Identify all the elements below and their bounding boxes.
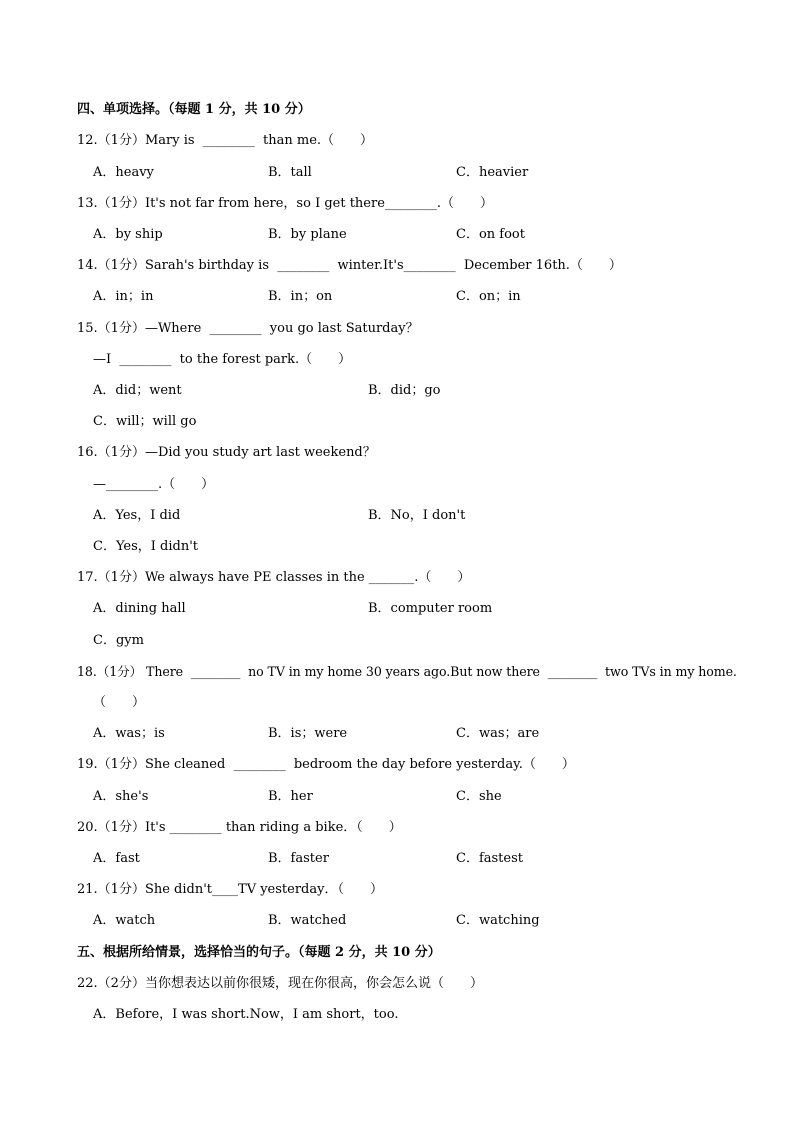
question-15-option-a[interactable]: A．did；went: [93, 383, 182, 398]
question-22-option-a[interactable]: A．Before，I was short.Now，I am short，too.: [93, 1007, 399, 1022]
question-17-stem: 17.（1分）We always have PE classes in the _______.（ ）: [77, 570, 471, 585]
question-16-stem: 16.（1分）—Did you study art last weekend？: [77, 445, 376, 460]
question-18-option-a[interactable]: A．was；is: [93, 726, 165, 741]
question-17-option-b[interactable]: B．computer room: [368, 601, 493, 616]
question-13-option-a[interactable]: A．by ship: [93, 227, 163, 242]
question-18-option-b[interactable]: B．is；were: [268, 726, 348, 741]
question-15-stem: 15.（1分）—Where ________ you go last Saturday？: [77, 321, 419, 336]
question-19-stem: 19.（1分）She cleaned ________ bedroom the day before yesterday.（ ）: [77, 757, 575, 772]
question-14-option-b[interactable]: B．in；on: [268, 289, 333, 304]
question-18-option-c[interactable]: C．was；are: [456, 726, 540, 741]
question-19-option-a[interactable]: A．she's: [93, 789, 149, 804]
question-19-option-b[interactable]: B．her: [268, 789, 313, 804]
question-12-stem: 12.（1分）Mary is ________ than me.（ ）: [77, 133, 374, 148]
question-16-line2: —________.（ ）: [93, 477, 215, 492]
question-12-option-b[interactable]: B．tall: [268, 165, 312, 180]
question-13-option-c[interactable]: C．on foot: [456, 227, 525, 242]
question-14-option-c[interactable]: C．on；in: [456, 289, 521, 304]
question-21-option-b[interactable]: B．watched: [268, 913, 347, 928]
question-17-option-c[interactable]: C．gym: [93, 633, 144, 648]
question-13-stem: 13.（1分）It's not far from here，so I get there________.（ ）: [77, 196, 494, 211]
question-18-line2: （ ）: [93, 695, 146, 710]
question-21-option-c[interactable]: C．watching: [456, 913, 540, 928]
question-12-option-c[interactable]: C．heavier: [456, 165, 529, 180]
question-21-stem: 21.（1分）She didn't____TV yesterday．（ ）: [77, 882, 383, 897]
section-heading-5: 五、根据所给情景，选择恰当的句子。（每题 2 分，共 10 分）: [77, 945, 441, 960]
question-20-option-a[interactable]: A．fast: [93, 851, 140, 866]
question-21-option-a[interactable]: A．watch: [93, 913, 156, 928]
question-20-option-b[interactable]: B．faster: [268, 851, 329, 866]
question-19-option-c[interactable]: C．she: [456, 789, 502, 804]
question-22-stem: 22.（2分）当你想表达以前你很矮，现在你很高，你会怎么说（ ）: [77, 976, 483, 991]
question-16-option-c[interactable]: C．Yes，I didn't: [93, 539, 199, 554]
question-14-option-a[interactable]: A．in；in: [93, 289, 154, 304]
question-17-option-a[interactable]: A．dining hall: [93, 601, 186, 616]
question-16-option-a[interactable]: A．Yes，I did: [93, 508, 181, 523]
question-15-option-c[interactable]: C．will；will go: [93, 414, 197, 429]
question-20-option-c[interactable]: C．fastest: [456, 851, 523, 866]
question-13-option-b[interactable]: B．by plane: [268, 227, 347, 242]
question-20-stem: 20.（1分）It's ________ than riding a bike．（ ）: [77, 820, 402, 835]
question-12-option-a[interactable]: A．heavy: [93, 165, 154, 180]
question-16-option-b[interactable]: B．No，I don't: [368, 508, 466, 523]
section-heading-4: 四、单项选择。（每题 1 分，共 10 分）: [77, 102, 311, 117]
question-15-line2: —I ________ to the forest park.（ ）: [93, 352, 352, 367]
question-18-stem: 18.（1分） There ________ no TV in my home 30 years ago.But now there ________ two TVs in my home.: [77, 664, 737, 679]
question-15-option-b[interactable]: B．did；go: [368, 383, 441, 398]
question-14-stem: 14.（1分）Sarah's birthday is ________ winter.It's________ December 16th.（ ）: [77, 258, 622, 273]
